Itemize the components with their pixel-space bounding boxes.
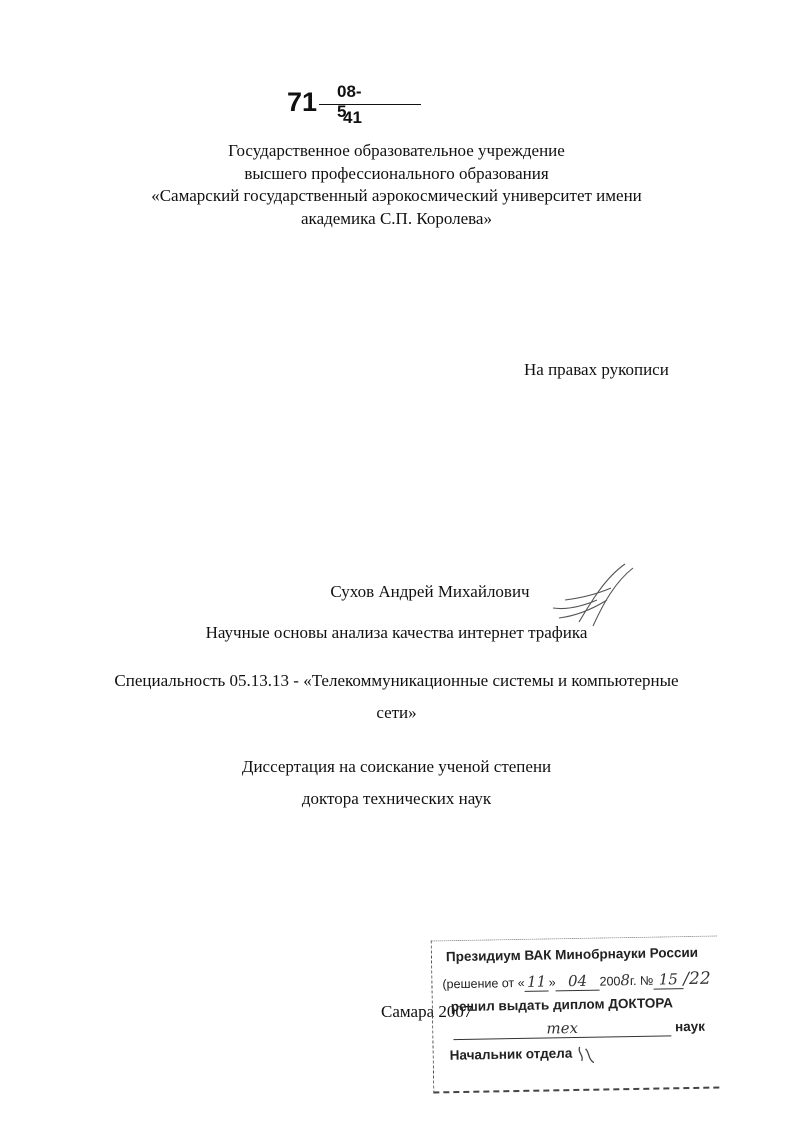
decision-number: 15 xyxy=(653,970,683,990)
author-name: Сухов Андрей Михайлович xyxy=(330,582,530,601)
decision-suffix: /22 xyxy=(683,968,711,990)
specialty-block xyxy=(0,665,793,729)
stamp-signatory-line xyxy=(450,1043,599,1068)
cipher-main: 71 xyxy=(287,87,318,117)
decision-year-prefix: 200 xyxy=(599,974,621,989)
stamp-field-line xyxy=(453,1017,705,1040)
decision-month: 04 xyxy=(555,972,599,992)
stamp-field-handwritten: тех xyxy=(453,1017,671,1040)
stamp-field-label: наук xyxy=(674,1018,706,1035)
cipher-denominator: 41 xyxy=(343,108,362,127)
decision-year-digit: 8 xyxy=(620,971,631,990)
stamp-decision-line xyxy=(442,969,711,994)
institution-line: высшего профессионального образования xyxy=(244,163,549,183)
specialty-line: сети» xyxy=(376,703,417,722)
stamp-signatory-label: Начальник отдела xyxy=(449,1045,573,1063)
decision-day: 11 xyxy=(524,972,548,991)
cipher-numerator: 08-5 xyxy=(337,82,362,121)
degree-line: доктора технических наук xyxy=(301,789,492,808)
institution-line: Государственное образовательное учреждение xyxy=(228,141,565,160)
decision-prefix: (решение от « xyxy=(442,975,525,992)
decision-mid: » xyxy=(548,975,556,990)
city-year: Самара 2007 xyxy=(381,1002,473,1021)
stamp-award-line: решил выдать диплом ДОКТОРА xyxy=(450,995,674,1015)
degree-line: Диссертация на соискание ученой степени xyxy=(241,757,552,776)
decision-number-label: г. № xyxy=(629,973,654,989)
institution-line: «Самарский государственный аэрокосмический университет имени xyxy=(151,186,642,205)
stamp-header: Президиум ВАК Минобрнауки России xyxy=(445,944,699,965)
degree-block xyxy=(0,751,793,815)
dissertation-title: Научные основы анализа качества интернет трафика xyxy=(205,623,588,642)
specialty-line: Специальность 05.13.13 - «Телекоммуникационные системы и компьютерные xyxy=(114,671,679,690)
institution-line: академика С.П. Королева» xyxy=(301,208,492,228)
signature-mark xyxy=(545,560,635,630)
institution-block xyxy=(0,140,793,230)
cipher-fraction-line xyxy=(319,104,421,105)
vak-stamp xyxy=(431,936,720,1094)
stamp-initials-mark xyxy=(576,1043,598,1065)
rights-note: На правах рукописи xyxy=(524,360,669,379)
